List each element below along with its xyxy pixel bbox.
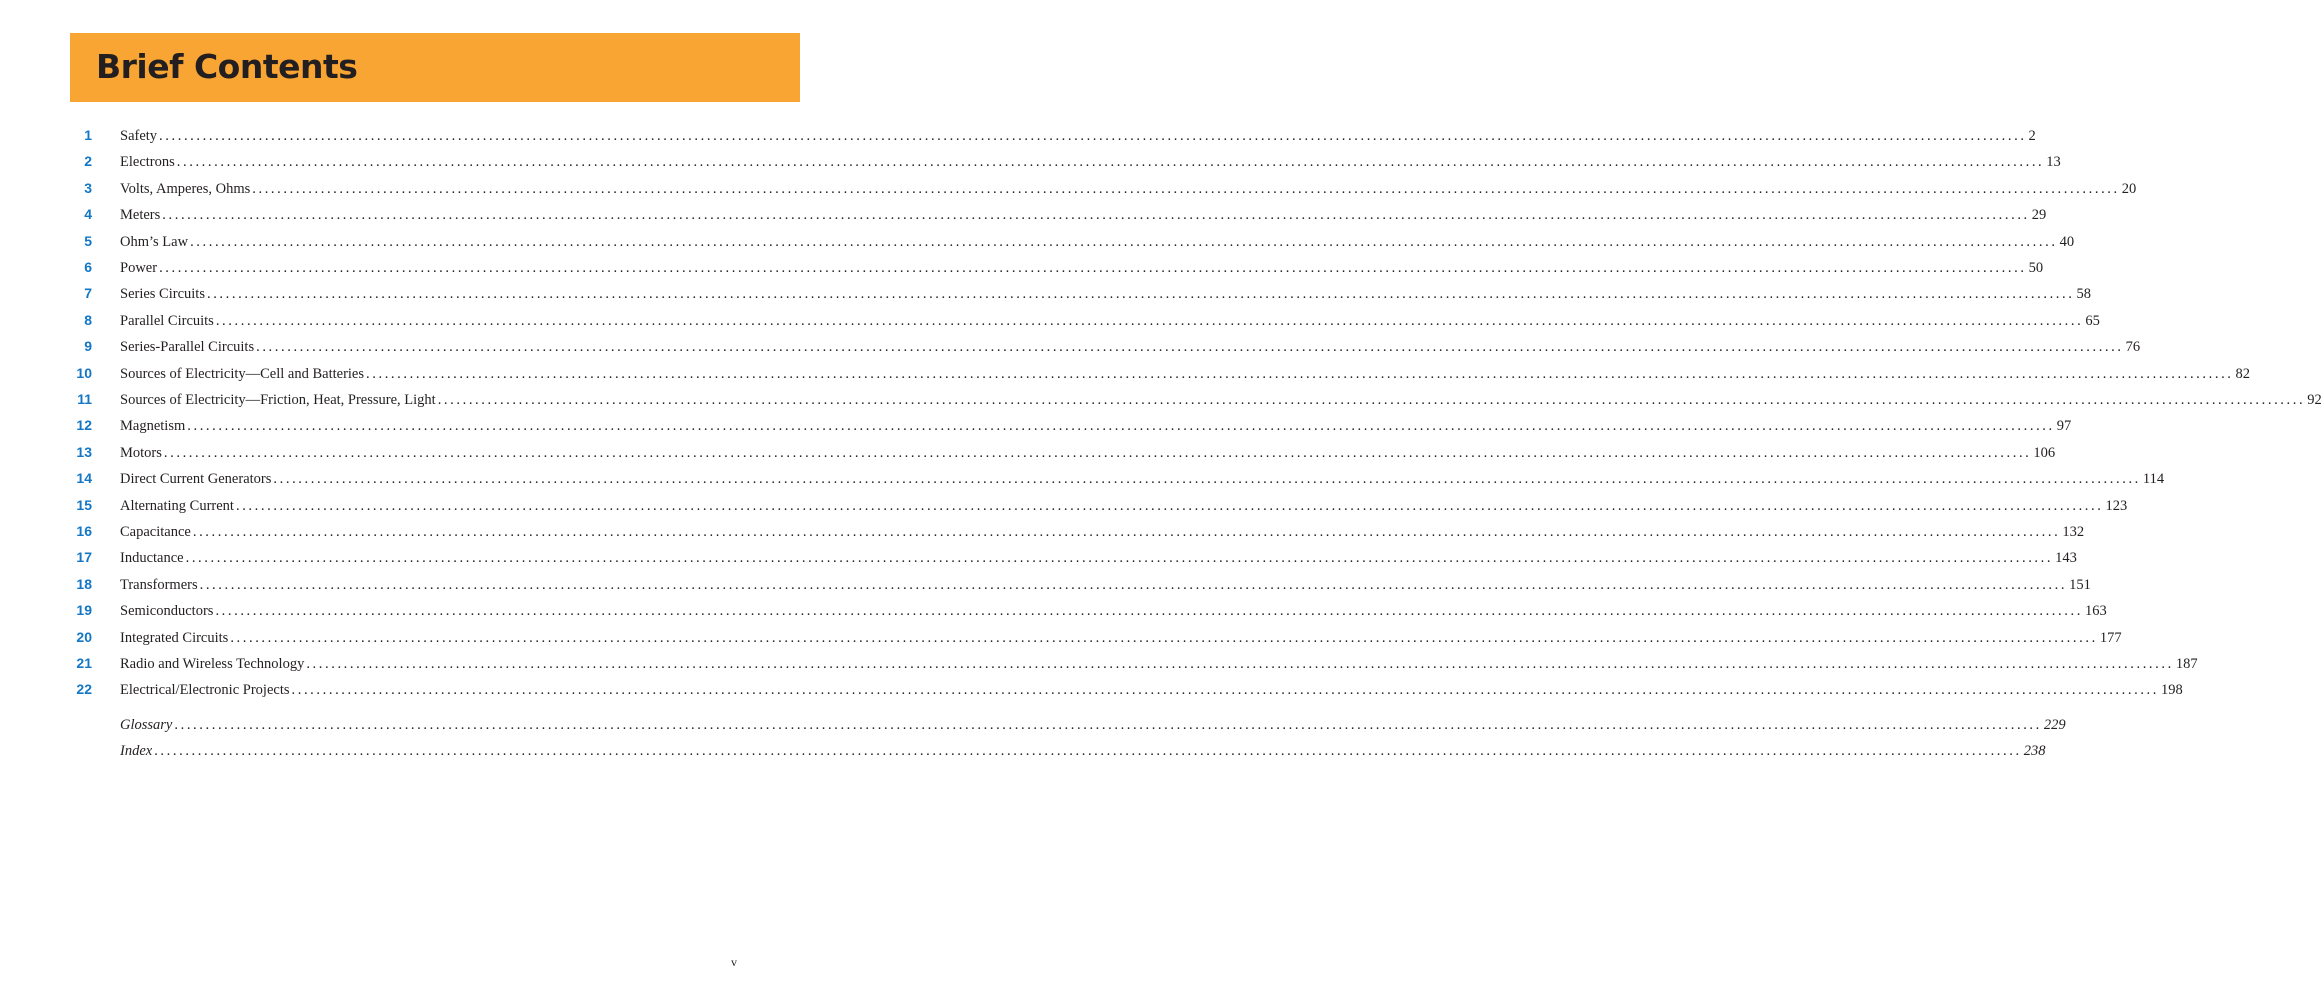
entry-line — [120, 365, 2251, 383]
chapter-number: 3 — [84, 179, 92, 196]
toc-entry[interactable] — [0, 337, 2141, 361]
entry-page: 40 — [2059, 233, 2075, 250]
toc-entry[interactable] — [0, 179, 2137, 203]
entry-title: Volts, Amperes, Ohms — [120, 180, 251, 197]
entry-line — [120, 418, 2072, 435]
entry-line — [120, 339, 2141, 356]
entry-title: Series-Parallel Circuits — [120, 339, 255, 356]
dot-leader: ............................................................................................................................................................................................................................................................................................................ — [174, 717, 2042, 733]
dot-leader: ............................................................................................................................................................................................................................................................................................................ — [273, 471, 2141, 488]
toc-entry[interactable] — [0, 469, 2165, 493]
chapter-number: 19 — [76, 602, 92, 619]
toc-entry[interactable] — [0, 654, 2198, 678]
page-title: Brief Contents — [96, 47, 358, 86]
entry-line — [120, 497, 2128, 515]
entry-title: Alternating Current — [120, 497, 234, 514]
toc-entry[interactable] — [0, 680, 2183, 704]
entry-page: 114 — [2142, 471, 2165, 488]
toc-entry[interactable] — [0, 258, 2044, 282]
dot-leader: ............................................................................................................................................................................................................................................................................................................ — [306, 656, 2174, 672]
dot-leader: ............................................................................................................................................................................................................................................................................................................ — [190, 233, 2058, 250]
entry-line — [120, 576, 2091, 594]
entry-title: Integrated Circuits — [120, 629, 229, 646]
entry-line — [120, 180, 2137, 198]
entry-line — [120, 286, 2091, 303]
chapter-number: 2 — [84, 153, 92, 170]
entry-page: 65 — [2085, 312, 2100, 329]
entry-line — [120, 312, 2100, 330]
dot-leader: ............................................................................................................................................................................................................................................................................................................ — [206, 286, 2075, 303]
entry-line — [120, 128, 2036, 145]
dot-leader: ............................................................................................................................................................................................................................................................................................................ — [437, 392, 2306, 408]
chapter-number: 18 — [76, 575, 92, 592]
toc-entry[interactable] — [0, 152, 2061, 176]
chapter-number: 15 — [76, 496, 92, 513]
dot-leader: ............................................................................................................................................................................................................................................................................................................ — [215, 603, 2083, 620]
dot-leader: ............................................................................................................................................................................................................................................................................................................ — [215, 312, 2084, 329]
chapter-number: 1 — [84, 127, 92, 143]
dot-leader: ............................................................................................................................................................................................................................................................................................................ — [187, 418, 2055, 435]
entry-line — [120, 444, 2056, 462]
entry-line — [120, 603, 2107, 620]
entry-title: Capacitance — [120, 524, 191, 540]
dot-leader: ............................................................................................................................................................................................................................................................................................................ — [199, 576, 2068, 593]
entry-title: Power — [120, 260, 158, 276]
header-band — [70, 33, 800, 102]
dot-leader: ............................................................................................................................................................................................................................................................................................................ — [162, 207, 2030, 224]
chapter-number: 10 — [76, 364, 92, 381]
chapter-number: 12 — [76, 417, 92, 434]
entry-title: Sources of Electricity—Cell and Batteries — [120, 365, 365, 382]
entry-page: 238 — [2023, 743, 2046, 759]
toc-entry[interactable] — [0, 548, 2077, 572]
toc-entry[interactable] — [0, 741, 2046, 765]
entry-page: 58 — [2076, 286, 2091, 303]
entry-page: 132 — [2062, 524, 2085, 540]
entry-line — [120, 682, 2183, 699]
chapter-number: 6 — [84, 259, 92, 275]
entry-line — [120, 207, 2047, 224]
entry-title: Series Circuits — [120, 286, 205, 303]
entry-page: 229 — [2043, 717, 2066, 733]
entry-line — [120, 656, 2198, 673]
toc-entry[interactable] — [0, 126, 2036, 150]
entry-page: 2 — [2028, 128, 2036, 144]
entry-page: 50 — [2028, 260, 2044, 276]
entry-page: 97 — [2056, 418, 2072, 435]
entry-page: 106 — [2033, 444, 2056, 461]
dot-leader: ............................................................................................................................................................................................................................................................................................................ — [159, 128, 2027, 144]
entry-title: Meters — [120, 207, 161, 224]
entry-page: 163 — [2084, 603, 2107, 620]
entry-page: 20 — [2121, 180, 2137, 197]
toc-entry[interactable] — [0, 628, 2122, 652]
dot-leader: ............................................................................................................................................................................................................................................................................................................ — [159, 260, 2027, 276]
entry-title: Inductance — [120, 550, 184, 567]
dot-leader: ............................................................................................................................................................................................................................................................................................................ — [154, 743, 2022, 759]
chapter-number: 16 — [76, 523, 92, 539]
chapter-number: 4 — [84, 206, 92, 223]
toc-entry[interactable] — [0, 232, 2075, 256]
entry-title: Direct Current Generators — [120, 471, 272, 488]
entry-title: Safety — [120, 128, 158, 144]
dot-leader: ............................................................................................................................................................................................................................................................................................................ — [230, 629, 2098, 646]
entry-page: 123 — [2105, 497, 2128, 514]
dot-leader: ............................................................................................................................................................................................................................................................................................................ — [252, 180, 2120, 197]
toc-entry[interactable] — [0, 390, 2322, 414]
toc-entry[interactable] — [0, 601, 2107, 625]
dot-leader: ............................................................................................................................................................................................................................................................................................................ — [176, 154, 2045, 171]
toc-entry[interactable] — [0, 364, 2251, 388]
chapter-number: 11 — [77, 391, 92, 407]
toc-entry[interactable] — [0, 284, 2091, 308]
entry-line — [120, 392, 2322, 409]
toc-entry[interactable] — [0, 443, 2056, 467]
toc-entry[interactable] — [0, 715, 2066, 739]
chapter-number: 13 — [76, 443, 92, 460]
page-number: v — [731, 955, 737, 969]
entry-line — [120, 550, 2077, 567]
dot-leader: ............................................................................................................................................................................................................................................................................................................ — [185, 550, 2054, 567]
entry-title: Glossary — [120, 717, 173, 733]
entry-title: Ohm’s Law — [120, 233, 189, 250]
dot-leader: ............................................................................................................................................................................................................................................................................................................ — [163, 444, 2032, 461]
entry-title: Sources of Electricity—Friction, Heat, Pressure, Light — [120, 392, 436, 408]
entry-title: Radio and Wireless Technology — [120, 656, 305, 672]
entry-line — [120, 717, 2066, 734]
chapter-number: 14 — [76, 470, 92, 487]
toc-entry[interactable] — [0, 205, 2047, 229]
chapter-number: 5 — [84, 232, 92, 249]
entry-page: 76 — [2125, 339, 2141, 356]
chapter-number: 9 — [84, 338, 92, 355]
entry-page: 187 — [2175, 656, 2198, 672]
dot-leader: ............................................................................................................................................................................................................................................................................................................ — [291, 682, 2159, 699]
entry-line — [120, 233, 2075, 251]
entry-title: Parallel Circuits — [120, 312, 214, 329]
entry-title: Electrons — [120, 154, 175, 171]
entry-page: 92 — [2307, 392, 2322, 408]
entry-line — [120, 260, 2044, 277]
toc-entry[interactable] — [0, 311, 2100, 335]
entry-page: 151 — [2069, 576, 2091, 593]
entry-line — [120, 471, 2165, 488]
dot-leader: ............................................................................................................................................................................................................................................................................................................ — [366, 365, 2234, 382]
entry-page: 82 — [2235, 365, 2251, 382]
chapter-number: 22 — [76, 681, 92, 698]
chapter-number: 17 — [76, 549, 92, 566]
chapter-number: 20 — [76, 628, 92, 645]
entry-line — [120, 524, 2085, 541]
entry-line — [120, 629, 2122, 647]
entry-title: Semiconductors — [120, 603, 214, 620]
chapter-number: 7 — [84, 285, 92, 302]
entry-page: 198 — [2161, 682, 2183, 699]
toc-entry[interactable] — [0, 522, 2085, 546]
dot-leader: ............................................................................................................................................................................................................................................................................................................ — [192, 524, 2061, 540]
chapter-number: 8 — [84, 311, 92, 328]
dot-leader: ............................................................................................................................................................................................................................................................................................................ — [256, 339, 2124, 356]
entry-page: 143 — [2055, 550, 2077, 567]
chapter-number: 21 — [76, 655, 92, 671]
entry-page: 29 — [2031, 207, 2047, 224]
entry-title: Motors — [120, 444, 162, 461]
toc-entry[interactable] — [0, 575, 2091, 599]
toc-entry[interactable] — [0, 496, 2128, 520]
entry-line — [120, 154, 2061, 171]
entry-title: Magnetism — [120, 418, 186, 435]
dot-leader: ............................................................................................................................................................................................................................................................................................................ — [235, 497, 2104, 514]
entry-page: 177 — [2099, 629, 2122, 646]
entry-title: Index — [120, 743, 153, 759]
toc-entry[interactable] — [0, 416, 2072, 440]
entry-title: Transformers — [120, 576, 198, 593]
entry-line — [120, 743, 2046, 760]
entry-page: 13 — [2046, 154, 2061, 171]
entry-title: Electrical/Electronic Projects — [120, 682, 290, 699]
